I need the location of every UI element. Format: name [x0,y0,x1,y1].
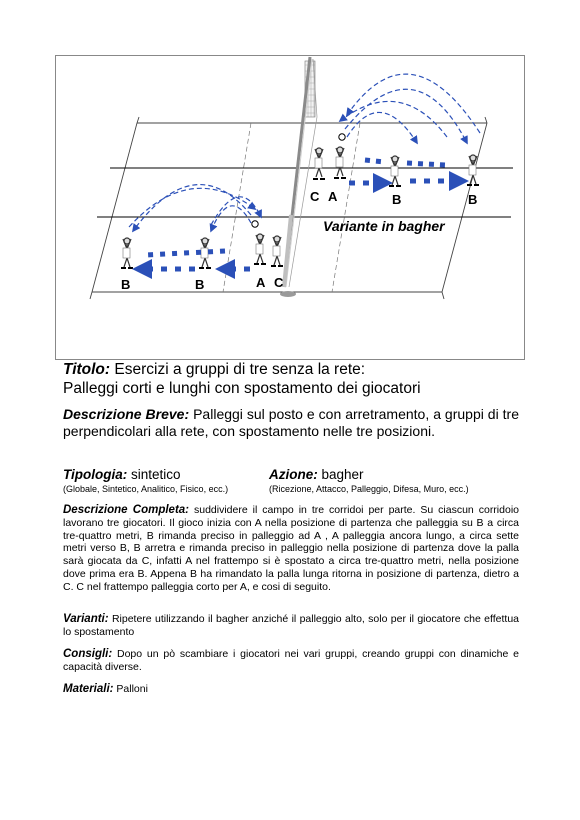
label-bottom-c: C [274,275,284,290]
top-move-arrow-3 [365,160,385,162]
volleyball-net [280,57,317,297]
brief-description-section [63,406,519,440]
title-section [63,360,519,398]
tips-section [63,648,519,674]
bottom-move-arrow-3 [145,251,225,255]
player-top-c [313,148,325,179]
varianti-label: Varianti: [63,613,109,625]
player-bottom-b-far [121,238,133,268]
brief-label: Descrizione Breve: [63,406,190,422]
full-label: Descrizione Completa: [63,504,190,516]
player-bottom-c [271,236,283,266]
label-top-a: A [328,189,338,204]
materials-section [63,683,519,696]
bottom-ball-trajectories [129,185,261,231]
title-label: Titolo: [63,361,111,378]
full-description-section [63,504,519,594]
top-ball-trajectories [340,74,480,143]
variant-caption: Variante in bagher [323,218,445,234]
top-move-arrow-4 [407,163,445,165]
materiali-text: Palloni [116,683,148,695]
ball-bottom [252,221,258,227]
player-top-b-near [389,156,401,186]
court-diagram [55,55,525,360]
title-line-2: Palleggi corti e lunghi con spostamento dei giocatori [63,380,421,397]
typology-action-section [63,467,519,495]
label-top-b-far: B [468,192,478,207]
label-top-c: C [310,189,320,204]
azione-value: bagher [321,467,364,482]
variants-section [63,613,519,639]
label-bottom-b-near: B [195,277,205,292]
consigli-label: Consigli: [63,648,113,660]
ball-top [339,134,345,140]
label-top-b-near: B [392,192,402,207]
tipologia-hint: (Globale, Sintetico, Analitico, Fisico, ecc.) [63,484,229,494]
diagram-frame [56,56,525,360]
azione-label: Azione: [269,467,318,482]
consigli-text: Dopo un pò scambiare i giocatori nei vari gruppi, creando gruppi con dinamiche e capacità diverse. [63,648,519,673]
brief-text: Palleggi sul posto e con arretramento, a gruppi di tre perpendicolari alla rete, con spostamento nelle tre posizioni. [63,406,520,439]
varianti-text: Ripetere utilizzando il bagher anziché il palleggio alto, solo per il giocatore che effettua lo spostamento [63,613,520,638]
materiali-label: Materiali: [63,683,114,695]
full-text: suddividere il campo in tre corridoi per parte. Su ciascun corridoio lavorano tre giocatori. Il gioco inizia con A nella posizione di partenza che palleggia su B a circa tre-quattro metri, B rimanda preciso in palleggio ad A , A palleggia ancora lungo, a circa sette metri verso B, B arretra e rimanda preciso in palleggio nella posizione di partenza dove la palla sarà giocata da C, infatti A nel frattempo si è spostato a circa tre-quattro metri, nella posizione dove prima era B. Appena B ha rimandato la palla lunga ritorna in posizione di partenza, dietro a C. C nel frattempo palleggia corto per A, e cosi di seguito. [63,504,519,593]
player-bottom-a [254,234,266,264]
azione-hint: (Ricezione, Attacco, Palleggio, Difesa, Muro, ecc.) [269,484,469,494]
tipologia-value: sintetico [131,467,181,482]
tipologia-label: Tipologia: [63,467,128,482]
label-bottom-b-far: B [121,277,131,292]
player-top-a [334,147,346,178]
label-bottom-a: A [256,275,266,290]
title-line-1: Esercizi a gruppi di tre senza la rete: [114,361,366,378]
